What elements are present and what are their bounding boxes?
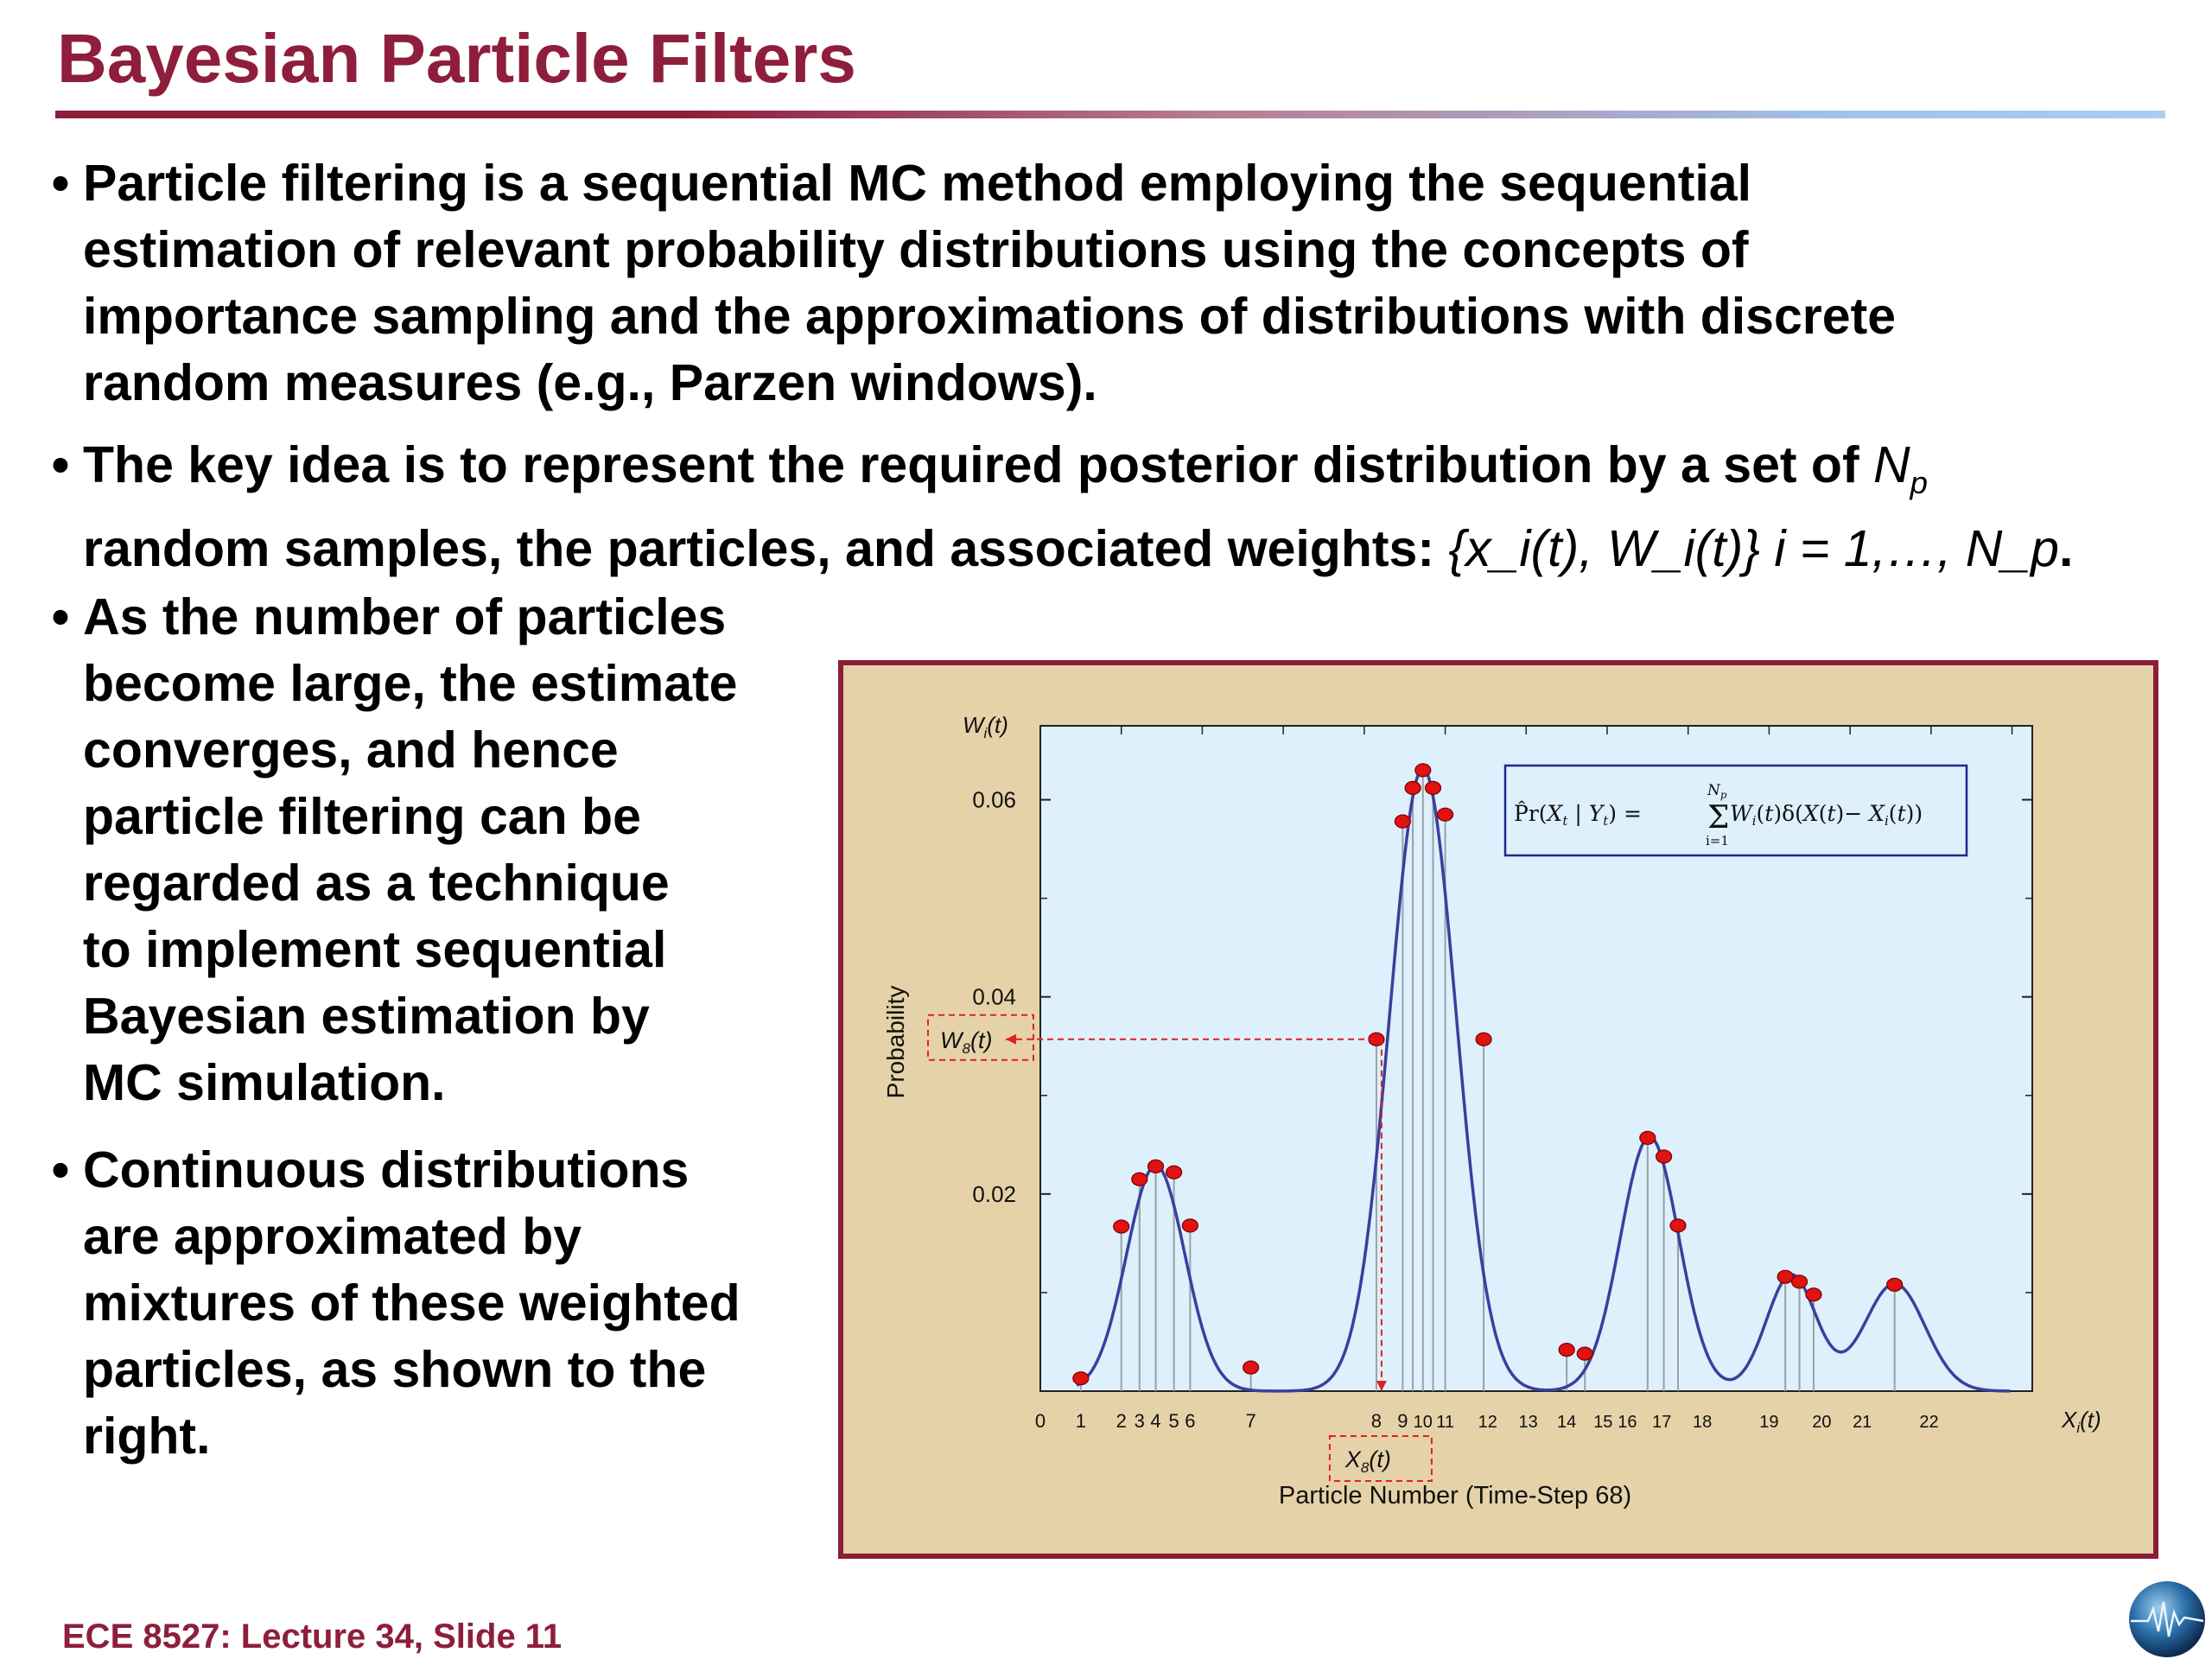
bullet-3-line-2: become large, the estimate bbox=[83, 655, 738, 712]
slide-footer: ECE 8527: Lecture 34, Slide 11 bbox=[62, 1618, 563, 1656]
bullet-3-line-7: Bayesian estimation by bbox=[83, 988, 650, 1045]
x-tick-label: 1 bbox=[1075, 1410, 1086, 1432]
x-tick-label: 20 bbox=[1812, 1413, 1832, 1432]
bullet-4-line-1: Continuous distributions bbox=[83, 1141, 690, 1198]
bullet-2-line-1: The key idea is to represent the required posterior distribution by a set of bbox=[83, 436, 1859, 493]
bullet-dot: • bbox=[51, 588, 70, 645]
particle-point bbox=[1559, 1344, 1574, 1357]
x-tick-labels bbox=[1035, 1410, 1939, 1432]
x-tick-label: 0 bbox=[1034, 1410, 1046, 1432]
particle-point bbox=[1166, 1166, 1182, 1179]
particle-point bbox=[1656, 1150, 1672, 1163]
formula-box bbox=[1505, 766, 1967, 855]
svg-text:P̂r(Xt | Yt) =: $P̂r(X_t$ | $Y_t$) = bbox=[1514, 801, 1642, 829]
bullet-3-line-8: MC simulation. bbox=[83, 1054, 446, 1111]
bullet-dot: • bbox=[51, 155, 70, 212]
title-underline bbox=[55, 111, 2165, 118]
bullet-1-line-4: random measures (e.g., Parzen windows). bbox=[83, 354, 1097, 411]
y-tick-labels bbox=[972, 787, 1016, 1207]
x-tick-label: 10 bbox=[1413, 1413, 1433, 1432]
x-tick-label: 14 bbox=[1557, 1413, 1577, 1432]
particle-filter-figure bbox=[838, 660, 2158, 1559]
x-tick-label: 22 bbox=[1919, 1413, 1939, 1432]
bullet-3-line-1: As the number of particles bbox=[83, 588, 727, 645]
svg-text:Np: $N_p$ bbox=[1707, 782, 1727, 801]
particle-point bbox=[1243, 1361, 1259, 1374]
particle-point bbox=[1073, 1372, 1089, 1385]
bullet-1-line-1: Particle filtering is a sequential MC method employing the sequential bbox=[83, 155, 1751, 212]
x-tick-label: 11 bbox=[1436, 1413, 1454, 1432]
particle-point bbox=[1792, 1275, 1808, 1288]
bullet-3-line-6: to implement sequential bbox=[83, 921, 667, 978]
y-tick-label: 0.06 bbox=[972, 786, 1016, 813]
particle-point bbox=[1405, 781, 1421, 794]
particle-point bbox=[1426, 781, 1441, 794]
globe-logo-icon bbox=[2122, 1576, 2212, 1659]
particle-point bbox=[1132, 1173, 1147, 1185]
bullet-4-line-5: right. bbox=[83, 1408, 211, 1465]
x-tick-label: 6 bbox=[1185, 1410, 1196, 1432]
x-tick-label: 17 bbox=[1652, 1413, 1672, 1432]
bullet-dot: • bbox=[51, 436, 70, 493]
particle-point bbox=[1438, 808, 1453, 821]
y-tick-label: 0.04 bbox=[972, 983, 1016, 1010]
np-symbol: $N_p$ bbox=[1873, 436, 1928, 500]
bullet-2-line-2: random samples, the particles, and associated weights: bbox=[83, 519, 1434, 577]
particle-point bbox=[1806, 1288, 1821, 1301]
x-tick-label: 13 bbox=[1518, 1413, 1538, 1432]
y-axis-top-label: $W_i(t)$ bbox=[963, 712, 1008, 741]
svg-text:i=1: i=1 bbox=[1706, 833, 1729, 849]
particle-point bbox=[1777, 1270, 1793, 1283]
slide-title: Bayesian Particle Filters bbox=[57, 20, 856, 97]
particle-point bbox=[1148, 1160, 1164, 1173]
x-tick-label: 9 bbox=[1397, 1410, 1408, 1432]
x-tick-label: 16 bbox=[1618, 1413, 1637, 1432]
x-tick-label: 19 bbox=[1759, 1413, 1779, 1432]
bullet-4-line-4: particles, as shown to the bbox=[83, 1341, 707, 1398]
bullet-3-line-3: converges, and hence bbox=[83, 721, 619, 779]
particle-point bbox=[1182, 1219, 1198, 1232]
x-axis-label: Particle Number (Time-Step 68) bbox=[1278, 1482, 1632, 1510]
x-tick-label: 18 bbox=[1692, 1413, 1713, 1432]
bullet-1-line-3: importance sampling and the approximations of distributions with discrete bbox=[83, 288, 1897, 345]
x-tick-label: 7 bbox=[1245, 1410, 1256, 1432]
bullet-4-line-3: mixtures of these weighted bbox=[83, 1274, 741, 1332]
x-tick-label: 2 bbox=[1116, 1410, 1127, 1432]
x-tick-label: 21 bbox=[1853, 1413, 1872, 1432]
particle-point bbox=[1395, 815, 1410, 828]
particle-point bbox=[1114, 1220, 1129, 1233]
particle-point bbox=[1476, 1033, 1491, 1046]
bullet-dot: • bbox=[51, 1141, 70, 1198]
particle-point bbox=[1577, 1347, 1592, 1360]
svg-text:Σ: Σ bbox=[1707, 800, 1730, 836]
x-tick-label: 15 bbox=[1593, 1413, 1613, 1432]
bullet-4-line-2: are approximated by bbox=[83, 1208, 582, 1265]
particle-distribution-chart bbox=[843, 665, 2153, 1554]
particle-point bbox=[1640, 1131, 1656, 1144]
particle-point bbox=[1415, 764, 1431, 777]
particle-point bbox=[1887, 1278, 1903, 1291]
y-axis-label: Probability bbox=[882, 985, 909, 1099]
x-tick-label: 12 bbox=[1478, 1413, 1497, 1432]
y-tick-label: 0.02 bbox=[972, 1180, 1016, 1207]
highlight-arrow-left bbox=[1006, 1034, 1016, 1045]
bullet-1-line-2: estimation of relevant probability distributions using the concepts of bbox=[83, 221, 1749, 278]
x-tick-label: 8 bbox=[1370, 1410, 1382, 1432]
highlight-y-label: $W_8(t)$ bbox=[940, 1027, 993, 1057]
x-axis-end-label: $X_i(t)$ bbox=[2062, 1407, 2101, 1436]
x-tick-label: 3 bbox=[1134, 1410, 1145, 1432]
particle-point bbox=[1670, 1219, 1686, 1232]
bullet-3-line-5: regarded as a technique bbox=[83, 855, 670, 912]
x-tick-label: 5 bbox=[1168, 1410, 1179, 1432]
highlight-x-label: $X_8(t)$ bbox=[1344, 1446, 1391, 1476]
particle-set-notation: {x_i(t), W_i(t)} i = 1,…, N_p bbox=[1448, 519, 2059, 577]
svg-text:Wi(t)δ(X(t)− Xi(t)): $W_i(t)\delta(X(t)- X_i(t))$ bbox=[1730, 801, 1923, 829]
x-tick-label: 4 bbox=[1150, 1410, 1161, 1432]
bullet-3-line-4: particle filtering can be bbox=[83, 788, 641, 845]
